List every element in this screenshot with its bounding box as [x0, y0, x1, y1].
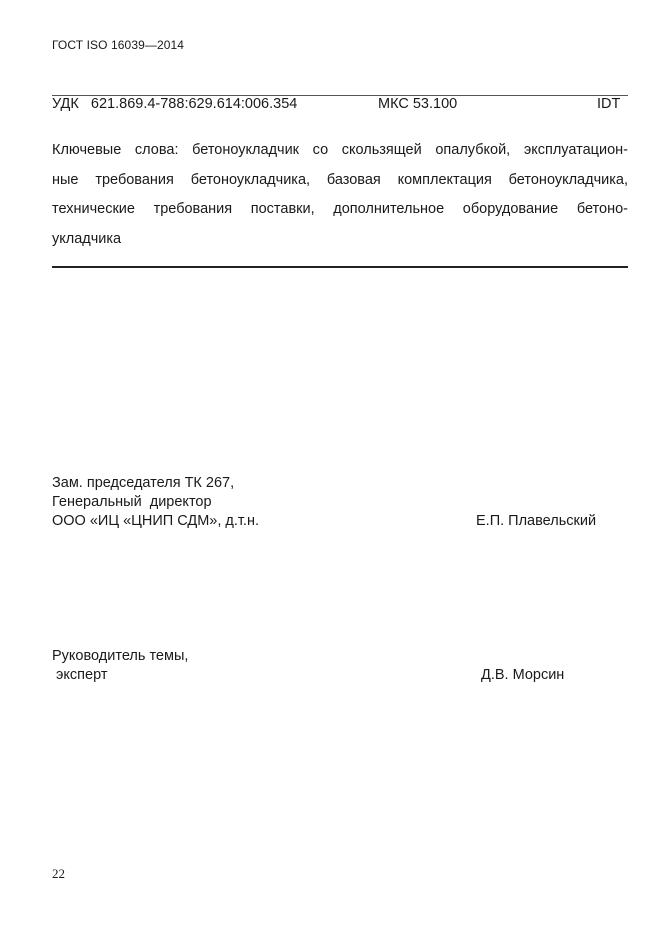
keywords-line: укладчика	[52, 230, 122, 247]
document-header: ГОСТ ISO 16039—2014	[52, 38, 185, 52]
keywords-line: ные требования бетоноукладчика, базовая комплектация бетоноукладчика,	[52, 171, 628, 188]
page-number: 22	[52, 866, 65, 881]
mks-code: МКС 53.100	[378, 96, 458, 112]
udk-code: УДК 621.869.4-788:629.614:006.354	[52, 96, 298, 112]
keywords-line: Ключевые слова: бетоноукладчик со скользящей опалубкой, эксплуатацион-	[52, 142, 628, 158]
signatory-position-line: Зам. председателя ТК 267,	[52, 475, 235, 491]
signatory-position-line: ООО «ИЦ «ЦНИП СДМ», д.т.н.	[52, 513, 260, 529]
signatory-position-line: эксперт	[52, 667, 108, 683]
keywords-paragraph	[52, 136, 628, 254]
keywords-divider	[52, 266, 628, 268]
keywords-line: технические требования поставки, дополнительное оборудование бетоно-	[52, 201, 628, 217]
signatory-1-name: Е.П. Плавельский	[476, 513, 597, 529]
signatory-1-position	[52, 474, 259, 531]
idt-label: IDT	[597, 96, 621, 112]
signatory-position-line: Руководитель темы,	[52, 648, 189, 664]
signatory-position-line: Генеральный директор	[52, 494, 212, 510]
signatory-2-position	[52, 647, 188, 685]
signatory-2-name: Д.В. Морсин	[481, 667, 565, 683]
